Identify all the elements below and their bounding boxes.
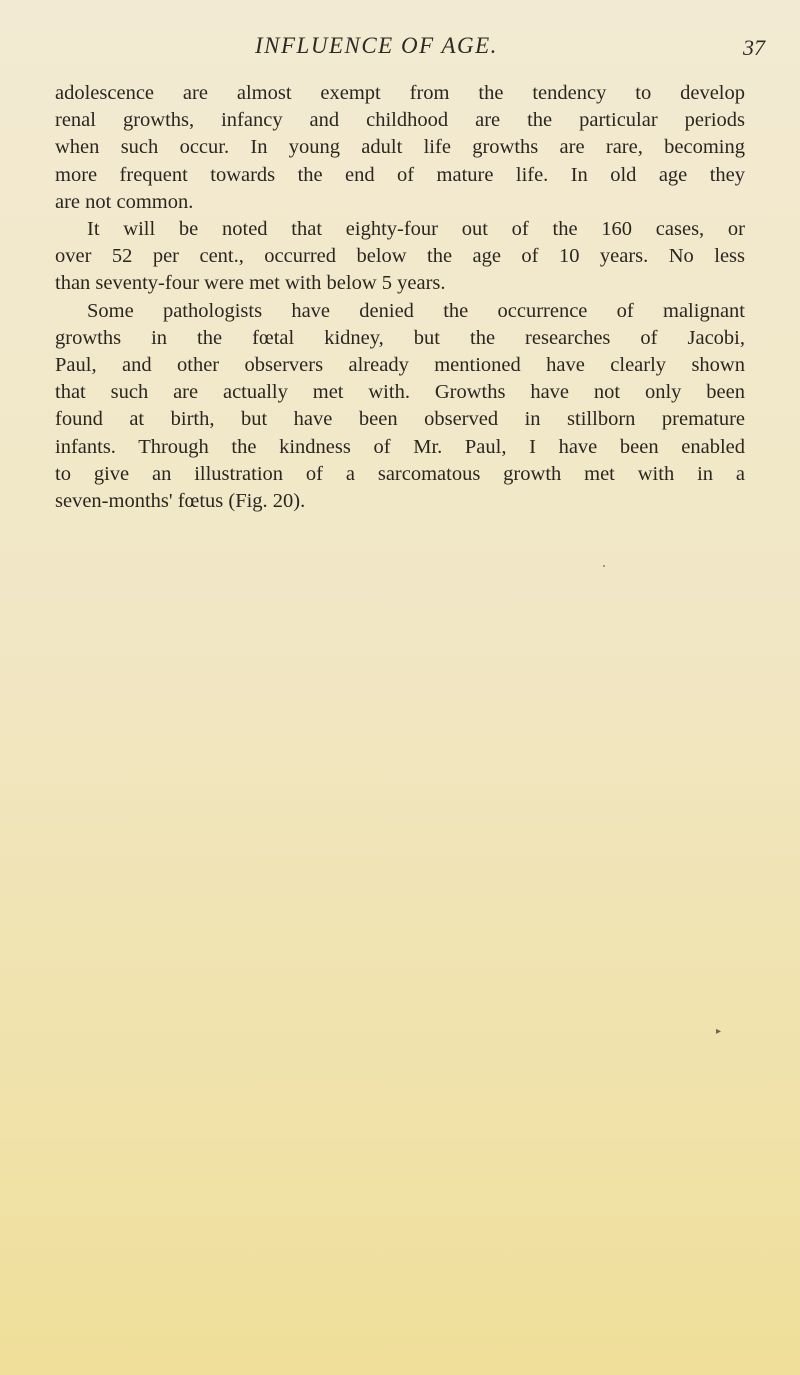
text-line: found at birth, but have been observed in stillborn premature [55, 408, 745, 431]
page-number: 37 [743, 35, 765, 60]
text-line: over 52 per cent., occurred below the age of 10 years. No less [55, 245, 745, 268]
text-line: than seventy-four were met with below 5 years. [55, 272, 446, 295]
text-line: growths in the fœtal kidney, but the researches of Jacobi, [55, 326, 745, 349]
text-line: infants. Through the kindness of Mr. Paul, I have been enabled [55, 435, 745, 458]
paper-mark-icon: ▸ [716, 1026, 722, 1037]
text-line: that such are actually met with. Growths have not only been [55, 381, 745, 404]
text-line: renal growths, infancy and childhood are the particular periods [55, 109, 745, 132]
body-text [55, 80, 745, 515]
text-line: seven-months' fœtus (Fig. 20). [55, 490, 306, 513]
text-line: to give an illustration of a sarcomatous growth met with in a [55, 462, 745, 485]
text-line: Paul, and other observers already mentioned have clearly shown [55, 354, 745, 377]
running-title: INFLUENCE OF AGE. [255, 33, 498, 58]
text-line: adolescence are almost exempt from the tendency to develop [55, 82, 745, 104]
text-line: It will be noted that eighty-four out of the 160 cases, or [87, 218, 745, 241]
text-line: are not common. [55, 190, 194, 213]
text-line: when such occur. In young adult life growths are rare, becoming [55, 136, 745, 159]
page-header [0, 33, 800, 63]
text-line: more frequent towards the end of mature life. In old age they [55, 163, 745, 186]
paper-speck [603, 565, 605, 567]
text-line: Some pathologists have denied the occurrence of malignant [87, 299, 745, 322]
